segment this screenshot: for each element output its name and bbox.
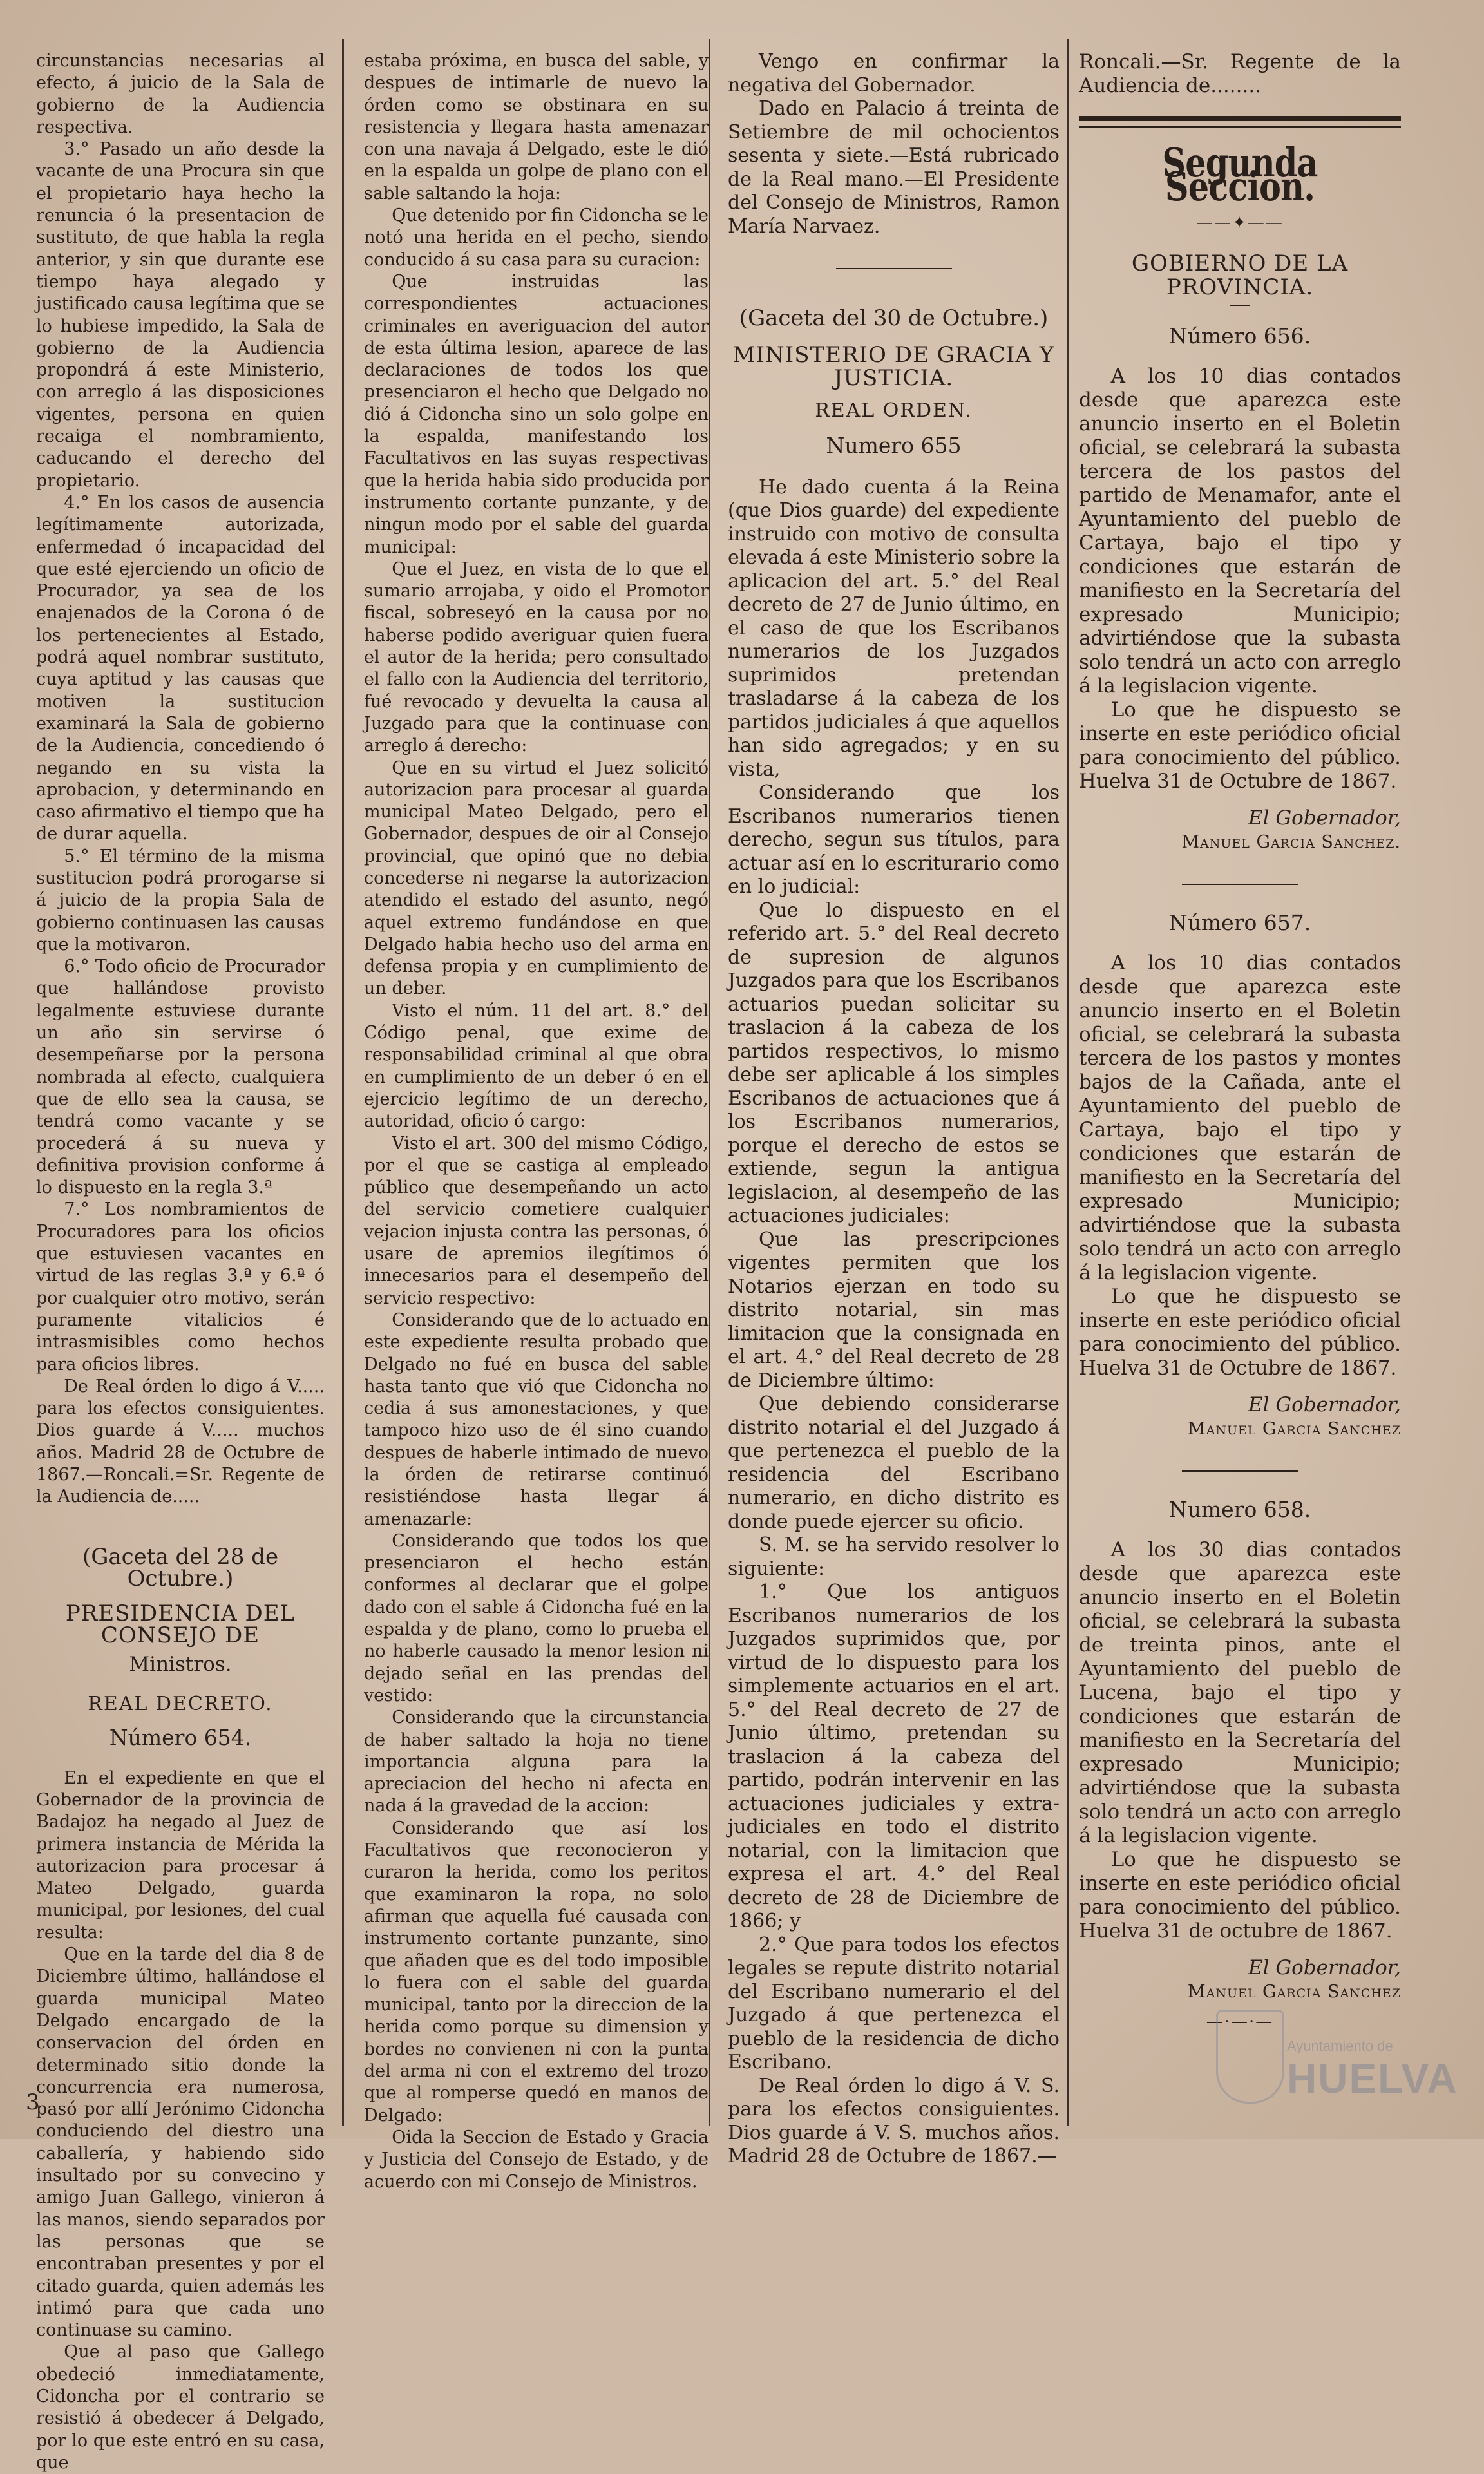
paragraph: 1.° Que los antiguos Escribanos numerarios de los Juzgados suprimidos que, por virtud de lo dispuesto para los simplemente actuarios en el art. 5.° del Real decreto de 27 de Junio último, pretendan su traslacion á la cabeza del partido, podrán intervenir en las actuaciones judiciales y extra-judiciales en todo el distrito notarial, con la limitacion que expresa el art. 4.° del Real decreto de 28 de Diciembre de 1866; y [728,1581,1060,1932]
gaceta-date: (Gaceta del 30 de Octubre.) [739,305,1049,331]
gaceta-date: (Gaceta del 28 de Octubre.) [82,1543,279,1592]
paragraph: Que las prescripciones vigentes permiten que los Notarios ejerzan en todo su distrito notarial, sin mas limitacion que la consignada en el art. 4.° del Real decreto de 28 de Diciembre último: [728,1228,1060,1392]
signature-name: Manuel Garcia Sanchez [1187,1982,1401,2002]
notice-number: Número 657. [1168,910,1311,935]
notice-text: A los 10 dias contados desde que aparezca este anuncio inserto en el Boletin oficial, se celebrará la subasta tercera de los pastos y montes bajos de la Cañada, ante el Ayuntamiento del pueblo de Cartaya, bajo el tipo y condiciones que estarán de manifiesto en la Secretaría del expresado Municipio; advirtiéndose que la subasta solo tendrá un acto con arreglo á la legislacion vigente. [1079,951,1401,1284]
column-1 [30,50,331,2473]
notice-closing: Lo que he dispuesto se inserte en este periódico oficial para conocimiento del público. Huelva 31 de octubre de 1867. [1079,1848,1401,1943]
paragraph: 4.° En los casos de ausencia legítimamente autorizada, enfermedad ó incapacidad del que esté ejerciendo un oficio de Procurador, ya sea de los enajenados de la Corona ó de los pertenecientes al Estado, podrá aquel nombrar sustituto, cuya aptitud y las causas que motiven la sustitucion examinará la Sala de gobierno de la Audiencia, concediendo ó negando en su vista la aprobacion, y determinando en caso afirmativo el tiempo que ha de durar aquella. [36,492,325,844]
paragraph: Considerando que la circunstancia de haber saltado la hoja no tiene importancia alguna para la apreciacion del hecho ni afecta en nada á la gravedad de la accion: [364,1708,709,1816]
watermark-logo [1216,2010,1458,2113]
paragraph: Dado en Palacio á treinta de Setiembre de mil ochocientos sesenta y siete.—Está rubricado de la Real mano.—El Presidente del Consejo de Ministros, Ramon María Narvaez. [728,97,1060,238]
paragraph: Que debiendo considerarse distrito notarial el del Juzgado á que pertenezca el pueblo de la residencia del Escribano numerario, en dicho distrito es donde puede ejercer su oficio. [728,1393,1060,1533]
divider [1182,1470,1298,1472]
section-heading: GOBIERNO DE LA PROVINCIA. [1131,251,1349,300]
column-rule [1067,39,1069,2126]
notice-number: Número 656. [1168,323,1311,348]
paragraph: Considerando que de lo actuado en este expediente resulta probado que Delgado no fué en busca del sable hasta tanto que vió que Cidoncha no cedia á sus amonestaciones, y que tampoco hizo uso de él sino cuando despues de haberle intimado de nuevo la órden de retirarse continuó resistiéndose hasta llegar á amenazarle: [364,1309,709,1529]
paragraph: Oida la Seccion de Estado y Gracia y Justicia del Consejo de Estado, y de acuerdo con mi Consejo de Ministros. [364,2127,709,2192]
ornament-divider: —·—·— [1206,2012,1274,2032]
paragraph: Que lo dispuesto en el referido art. 5.° del Real decreto de supresion de algunos Juzgados para que los Escribanos actuarios puedan solicitar su traslacion á la cabeza de los partidos respectivos, lo mismo debe ser aplicable á los simples Escribanos de actuaciones que á los Escribanos numerarios, porque el derecho de estos se extiende, segun la antigua legislacion, al desempeño de las actuaciones judiciales: [728,899,1060,1227]
notice-text: A los 10 dias contados desde que aparezca este anuncio inserto en el Boletin oficial, se celebrará la subasta tercera de los pastos del partido de Menamafor, ante el Ayuntamiento del pueblo de Cartaya, bajo el tipo y condiciones que estarán de manifiesto en la Secretaría del expresado Municipio; advirtiéndose que la subasta solo tendrá un acto con arreglo á la legislacion vigente. [1079,365,1401,698]
notice-text: A los 30 dias contados desde que aparezca este anuncio inserto en el Boletin oficial, se celebrará la subasta de treinta pinos, ante el Ayuntamiento del pueblo de Lucena, bajo el tipo y condiciones que estarán de manifiesto en la Secretaría del expresado Municipio; advirtiéndose que la subasta solo tendrá un acto con arreglo á la legislacion vigente. [1079,1538,1401,1847]
paragraph: Que el Juez, en vista de lo que el sumario arrojaba, y oido el Promotor fiscal, sobreseyó en la causa por no haberse podido averiguar quien fuera el autor de la herida; pero consultado el fallo con la Audiencia del territorio, fué revocado y devuelta la causa al Juzgado para que la continuase con arreglo á derecho: [364,558,709,756]
paragraph: De Real órden lo digo á V..... para los efectos consiguientes. Dios guarde á V..... muchos años. Madrid 28 de Octubre de 1867.—Roncali.=Sr. Regente de la Audiencia de..... [36,1376,325,1507]
section-heading: PRESIDENCIA DEL CONSEJO DE [65,1601,296,1649]
signature-title: El Gobernador, [1248,806,1401,830]
page-number: 3 [26,2089,40,2115]
paragraph: estaba próxima, en busca del sable, y despues de intimarle de nuevo la órden como se obstinara en su resistencia y llegara hasta amenazar con una navaja á Delgado, este le dió en la espalda un golpe de plano con el sable saltando la hoja: [364,51,709,204]
paragraph: Vengo en confirmar la negativa del Gobernador. [728,50,1060,97]
order-label: REAL ORDEN. [815,399,973,422]
paragraph: 6.° Todo oficio de Procurador que hallándose provisto legalmente estuviese durante un año sin servirse ó desempeñarse por la persona nombrada al efecto, cualquiera que de ello sea la causa, se tendrá como vacante y se procederá á su nueva y definitiva provision conforme á lo dispuesto en la regla 3.ª [36,956,325,1198]
watermark-line1: Ayuntamiento de [1287,2038,1393,2054]
paragraph: En el expediente en que el Gobernador de la provincia de Badajoz ha negado al Juez de primera instancia de Mérida la autorizacion para procesar á Mateo Delgado, guarda municipal, por lesiones, del cual resulta: [36,1767,325,1943]
divider [1230,305,1250,306]
paragraph: 5.° El término de la misma sustitucion podrá prorogarse si á juicio de la propia Sala de gobierno continuasen las causas que la motivaron. [36,846,325,955]
paragraph: Que detenido por fin Cidoncha se le notó una herida en el pecho, siendo conducido á su casa para su curacion: [364,205,709,270]
notice [1079,911,1401,1441]
section-title: Segunda Seccion. [1162,139,1318,210]
notice-number: Numero 658. [1168,1497,1311,1522]
section-rule-thin [1079,126,1401,128]
signature-title: El Gobernador, [1248,1956,1401,1979]
paragraph: Que en la tarde del dia 8 de Diciembre último, hallándose el guarda municipal Mateo Delgado encargado de la conservacion del órden en determinado sitio donde la concurrencia era numerosa, pasó por allí Jerónimo Cidoncha conduciendo del diestro una caballería, y habiendo sido insultado por su convecino y amigo Juan Gallego, vinieron á las manos, siendo separados por las personas que se encontraban presentes y por el citado guarda, quien además les intimó para que cada uno continuase su camino. [36,1945,325,2341]
paragraph: 2.° Que para todos los efectos legales se repute distrito notarial del Escribano numerario el del Juzgado á que pertenezca el pueblo de la residencia de dicho Escribano. [728,1933,1060,2073]
notice [1079,324,1401,854]
signature-name: Manuel Garcia Sanchez [1187,1419,1401,1439]
divider [1182,884,1298,885]
column-2 [357,50,715,2192]
column-4 [1072,50,1407,2034]
paragraph: Visto el núm. 11 del art. 8.° del Código penal, que exime de responsabilidad criminal al que obra en cumplimiento de un deber ó en el ejercicio legítimo de un derecho, autoridad, oficio ó cargo: [364,1000,709,1132]
signature-title: El Gobernador, [1248,1393,1401,1416]
paragraph: 7.° Los nombramientos de Procuradores para los oficios que estuviesen vacantes en virtud de las reglas 3.ª y 6.ª ó por cualquier otro motivo, serán puramente vitalicios é intrasmisibles como hechos para oficios libres. [36,1199,325,1375]
paragraph: Considerando que todos los que presenciaron el hecho están conformes al declarar que el golpe dado con el sable á Cidoncha fué en la espalda y de plano, como lo prueba el no haberle causado la menor lesion ni dejado señal en las prendas del vestido: [364,1530,709,1706]
section-rule-thick [1079,116,1401,121]
paragraph: Roncali.—Sr. Regente de la Audiencia de........ [1079,50,1401,97]
paragraph: Que en su virtud el Juez solicitó autorizacion para procesar al guarda municipal Mateo Delgado, pero el Gobernador, despues de oir al Consejo provincial, que opinó que no debia concederse ni negarse la autorizacion atendido el estado del asunto, negó aquel extremo fundándose en que Delgado habia hecho uso del arma en defensa propia y en cumplimiento de un deber. [364,757,709,999]
decree-number: Número 654. [109,1725,252,1751]
paragraph: Considerando que así los Facultativos que reconocieron y curaron la herida, como los peritos que examinaron la ropa, no solo afirman que aquella fué causada con instrumento cortante punzante, sino que añaden que es del todo imposible lo fuera con el sable del guarda municipal, tanto por la direccion de la herida como porque su dimension y bordes no convienen ni con la punta del arma ni con el extremo del trozo que al romperse quedó en manos de Delgado: [364,1818,709,2126]
column-3 [721,50,1066,2167]
paragraph: Que instruidas las correspondientes actuaciones criminales en averiguacion del autor de esta última lesion, aparece de las declaraciones de todos los que presenciaron el hecho que Delgado no dió á Cidoncha sino un solo golpe en la espalda, manifestando los Facultativos en las suyas respectivas que la herida habia sido producida por instrumento cortante punzante, y de ningun modo por el sable del guarda municipal: [364,271,709,557]
notice-closing: Lo que he dispuesto se inserte en este periódico oficial para conocimiento del público. Huelva 31 de Octubre de 1867. [1079,698,1401,793]
paragraph: Que al paso que Gallego obedeció inmediatamente, Cidoncha por el contrario se resistió á obedecer á Delgado, por lo que este entró en su casa, que [36,2342,325,2473]
ornament-divider: ——✦—— [1196,213,1284,233]
coat-of-arms-icon [1216,2010,1284,2104]
watermark-line2: HUELVA [1287,2055,1458,2102]
paragraph: circunstancias necesarias al efecto, á juicio de la Sala de gobierno de la Audiencia respectiva. [36,51,325,137]
paragraph: 3.° Pasado un año desde la vacante de una Procura sin que el propietario haya hecho la renuncia ó la presentacion de sustituto, de que habla la regla anterior, y sin que durante ese tiempo haya alegado y justificado causa legítima que se lo hubiese impedido, la Sala de gobierno de la Audiencia propondrá á este Ministerio, con arreglo á las disposiciones vigentes, persona en quien recaiga el nombramiento, caducando el derecho del propietario. [36,139,325,491]
paragraph: He dado cuenta á la Reina (que Dios guarde) del expediente instruido con motivo de consulta elevada á este Ministerio sobre la aplicacion del art. 5.° del Real decreto de 27 de Junio último, en el caso de que los Escribanos numerarios de los Juzgados suprimidos pretendan trasladarse á la cabeza de los partidos judiciales á que aquellos han sido agregados; y en su vista, [728,475,1060,781]
signature-name: Manuel Garcia Sanchez. [1181,832,1401,852]
section-heading: MINISTERIO DE GRACIA Y JUSTICIA. [732,341,1055,391]
section-subheading: Ministros. [129,1652,232,1676]
paragraph: Considerando que los Escribanos numerarios tienen derecho, segun sus títulos, para actuar así en lo escriturario como en lo judicial: [728,781,1060,898]
divider [836,268,952,269]
order-number: Numero 655 [826,433,962,458]
notice-closing: Lo que he dispuesto se inserte en este periódico oficial para conocimiento del público. Huelva 31 de Octubre de 1867. [1079,1285,1401,1380]
decree-label: REAL DECRETO. [88,1693,273,1716]
paragraph: S. M. se ha servido resolver lo siguiente: [728,1534,1060,1580]
paragraph: Visto el art. 300 del mismo Código, por el que se castiga al empleado público que desempeñando un acto del servicio cometiere cualquier vejacion injusta contra las personas, ó usare de apremios ilegítimos ó innecesarios para el desempeño del servicio respectivo: [364,1133,709,1308]
paragraph: De Real órden lo digo á V. S. para los efectos consiguientes. Dios guarde á V. S. muchos años. Madrid 28 de Octubre de 1867.— [728,2074,1060,2167]
column-rule [342,39,344,2126]
notice [1079,1498,1401,2004]
